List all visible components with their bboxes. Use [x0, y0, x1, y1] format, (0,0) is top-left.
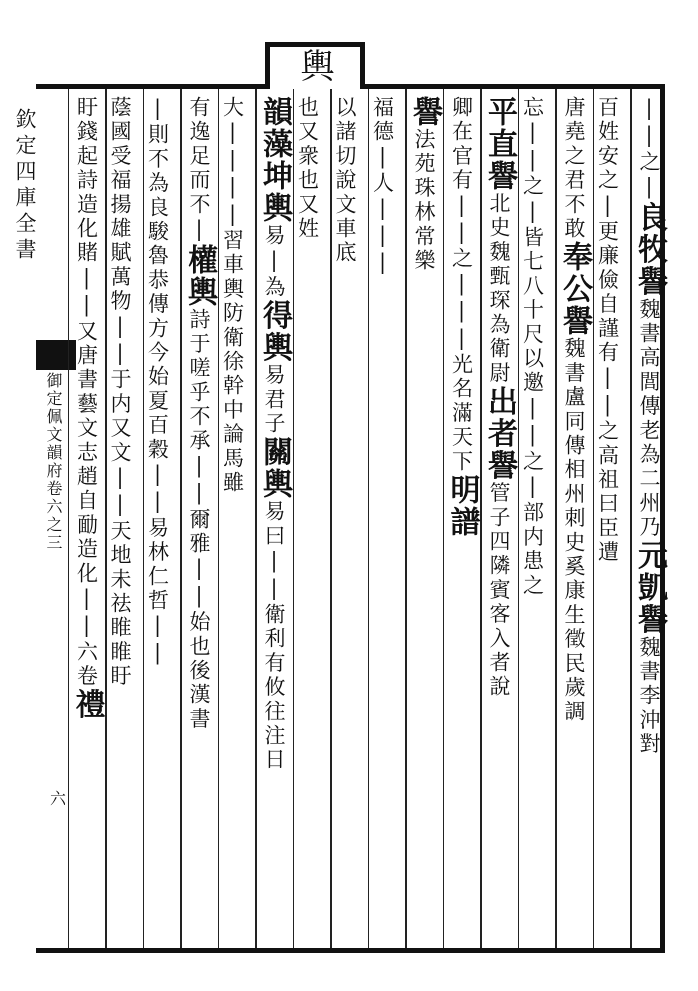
- headword: 出者譽: [482, 385, 517, 482]
- text-run: 魏書李沖對: [637, 635, 661, 757]
- text-run: |: [595, 192, 620, 221]
- text-run: 魏書盧同傳相州刺史奚康生徵民歲調: [562, 337, 586, 725]
- text-run: |: [108, 313, 132, 342]
- text-run: |: [187, 480, 211, 508]
- text-run: |: [220, 147, 245, 175]
- text-run: 光名滿天下: [449, 353, 474, 475]
- text-run: |: [145, 462, 170, 490]
- text-run: 之: [520, 174, 545, 199]
- text-run: |: [220, 120, 245, 148]
- text-run: |: [187, 583, 211, 611]
- text-run: 唐堯之君不敢: [562, 96, 586, 242]
- text-run: 易: [262, 224, 286, 249]
- headword: 良牧譽: [632, 201, 667, 298]
- text-column: [297, 96, 318, 241]
- text-run: |: [187, 556, 211, 584]
- text-run: 易林仁哲: [145, 516, 170, 614]
- text-run: 北史魏甄琛為衛尉: [487, 192, 511, 386]
- text-column: [222, 96, 243, 495]
- column-rule: [480, 89, 482, 948]
- text-run: |: [145, 489, 170, 517]
- text-run: |: [449, 325, 474, 354]
- text-run: 福德: [370, 96, 395, 145]
- text-run: 之: [520, 449, 545, 475]
- text-run: |: [370, 250, 395, 278]
- text-run: 之: [595, 419, 620, 444]
- text-run: |: [220, 174, 245, 202]
- text-run: 習車輿防衛徐幹中論馬雖: [220, 229, 245, 496]
- text-run: 天地未祛睢睢盱: [108, 519, 132, 689]
- headword: 元凱譽: [632, 539, 667, 636]
- text-run: |: [74, 586, 99, 614]
- column-rule: [330, 89, 332, 948]
- text-run: 高祖曰臣遭: [595, 443, 620, 565]
- text-column: [372, 96, 393, 277]
- text-column: [597, 96, 618, 565]
- text-column: [557, 96, 592, 725]
- text-run: |: [520, 422, 545, 450]
- text-run: 爾雅: [187, 507, 211, 557]
- column-rule: [180, 89, 182, 948]
- text-run: 更廉儉自謹有: [595, 220, 620, 366]
- text-run: |: [520, 198, 545, 227]
- text-run: 又唐書藝文志趙自勔造化: [74, 319, 99, 587]
- column-rule: [105, 89, 107, 948]
- text-column: [147, 96, 168, 668]
- text-run: |: [145, 96, 170, 124]
- text-column: [109, 96, 130, 689]
- text-run: |: [108, 341, 132, 369]
- text-column: [69, 96, 105, 721]
- text-column: [444, 96, 480, 539]
- headword: 韻藻坤輿: [257, 96, 292, 224]
- text-run: 易君子: [262, 363, 286, 437]
- column-rule: [405, 89, 407, 948]
- text-run: 詩于嗟乎不承: [187, 308, 211, 454]
- text-run: |: [449, 271, 474, 299]
- text-run: |: [262, 575, 286, 604]
- frame-bottom-rule: [36, 948, 665, 953]
- column-rule: [68, 89, 70, 948]
- text-run: |: [187, 453, 211, 481]
- text-run: 易曰: [262, 500, 286, 549]
- text-run: |: [637, 174, 661, 202]
- text-run: |: [520, 147, 545, 175]
- text-column: [182, 96, 217, 732]
- headword: 平直譽: [482, 96, 517, 192]
- volume-text: 卷六之三: [44, 480, 63, 552]
- text-run: 法苑珠林常樂: [412, 128, 436, 274]
- fish-tail-mark: [36, 340, 76, 370]
- text-run: |: [637, 123, 661, 151]
- text-run: 也又衆也又姓: [295, 96, 320, 242]
- frame-top-left-rule: [36, 84, 272, 89]
- text-run: 卿在官有: [449, 96, 474, 193]
- text-run: |: [74, 613, 99, 641]
- text-run: 之: [637, 150, 661, 175]
- text-run: |: [187, 217, 211, 245]
- headword: 權輿: [182, 244, 217, 309]
- text-column: [632, 96, 667, 757]
- text-run: 皆七八十尺以邀: [520, 226, 545, 396]
- text-run: |: [520, 120, 545, 148]
- text-run: |: [74, 265, 99, 293]
- text-run: |: [145, 613, 170, 641]
- text-run: 六卷: [74, 640, 99, 689]
- text-run: |: [370, 195, 395, 224]
- text-column: [257, 96, 292, 773]
- text-run: 為: [262, 275, 286, 300]
- column-rule: [593, 89, 595, 948]
- text-run: |: [108, 465, 132, 493]
- text-run: |: [520, 395, 545, 423]
- headword: 禮: [69, 688, 105, 721]
- text-run: 百姓安之: [595, 96, 620, 193]
- headword: 奉公譽: [557, 241, 592, 338]
- text-run: |: [74, 292, 99, 320]
- text-run: 部内患之: [520, 501, 545, 599]
- page-number: 六: [50, 789, 67, 808]
- text-run: 始也後漢書: [187, 610, 211, 732]
- text-run: |: [595, 365, 620, 393]
- book-title: 欽定四庫全書: [13, 108, 37, 264]
- text-run: |: [449, 192, 474, 221]
- headword: 關輿: [257, 436, 292, 501]
- column-rule: [143, 89, 145, 948]
- headword: 得輿: [257, 299, 292, 364]
- text-run: 大: [220, 96, 245, 121]
- text-run: 有逸足而不: [187, 96, 211, 217]
- text-run: |: [520, 474, 545, 502]
- text-run: 衛利有攸往注日: [262, 603, 286, 773]
- headword: 明譜: [444, 474, 480, 539]
- text-run: 以諸切說文車底: [333, 96, 357, 266]
- text-run: |: [262, 548, 286, 576]
- text-run: 人: [370, 171, 395, 196]
- text-run: 于内又文: [108, 368, 132, 466]
- text-column: [407, 96, 442, 274]
- text-run: 蔭國受福揚雄賦萬物: [108, 96, 132, 314]
- column-rule: [555, 89, 557, 948]
- text-run: |: [262, 248, 286, 276]
- text-column: [334, 96, 355, 265]
- text-run: 盱錢起詩造化賭: [74, 96, 99, 266]
- title-tab-char: 輿: [294, 48, 334, 82]
- text-run: |: [595, 392, 620, 420]
- text-run: 魯恭傳方今始夏百穀: [145, 244, 170, 463]
- text-column: [482, 96, 517, 700]
- text-column: [522, 96, 543, 598]
- column-rule: [518, 89, 520, 948]
- text-run: 之: [449, 247, 474, 272]
- text-run: 魏書高閭傳老為二州乃: [637, 297, 661, 540]
- text-run: |: [108, 492, 132, 520]
- text-run: |: [220, 201, 245, 230]
- column-rule: [218, 89, 220, 948]
- text-run: |: [449, 220, 474, 248]
- text-run: |: [637, 96, 661, 124]
- text-run: |: [370, 223, 395, 251]
- text-run: |: [145, 640, 170, 668]
- column-rule: [368, 89, 370, 948]
- text-run: 管子四隣賓客入者說: [487, 481, 511, 700]
- text-run: |: [370, 144, 395, 172]
- subtitle-text: 御定佩文韻府: [44, 372, 63, 480]
- book-subtitle: [42, 372, 65, 552]
- headword: 譽: [407, 96, 442, 128]
- column-rule: [293, 89, 295, 948]
- text-run: 忘: [520, 96, 545, 121]
- text-run: |: [449, 298, 474, 326]
- text-run: 則不為良駿: [145, 123, 170, 245]
